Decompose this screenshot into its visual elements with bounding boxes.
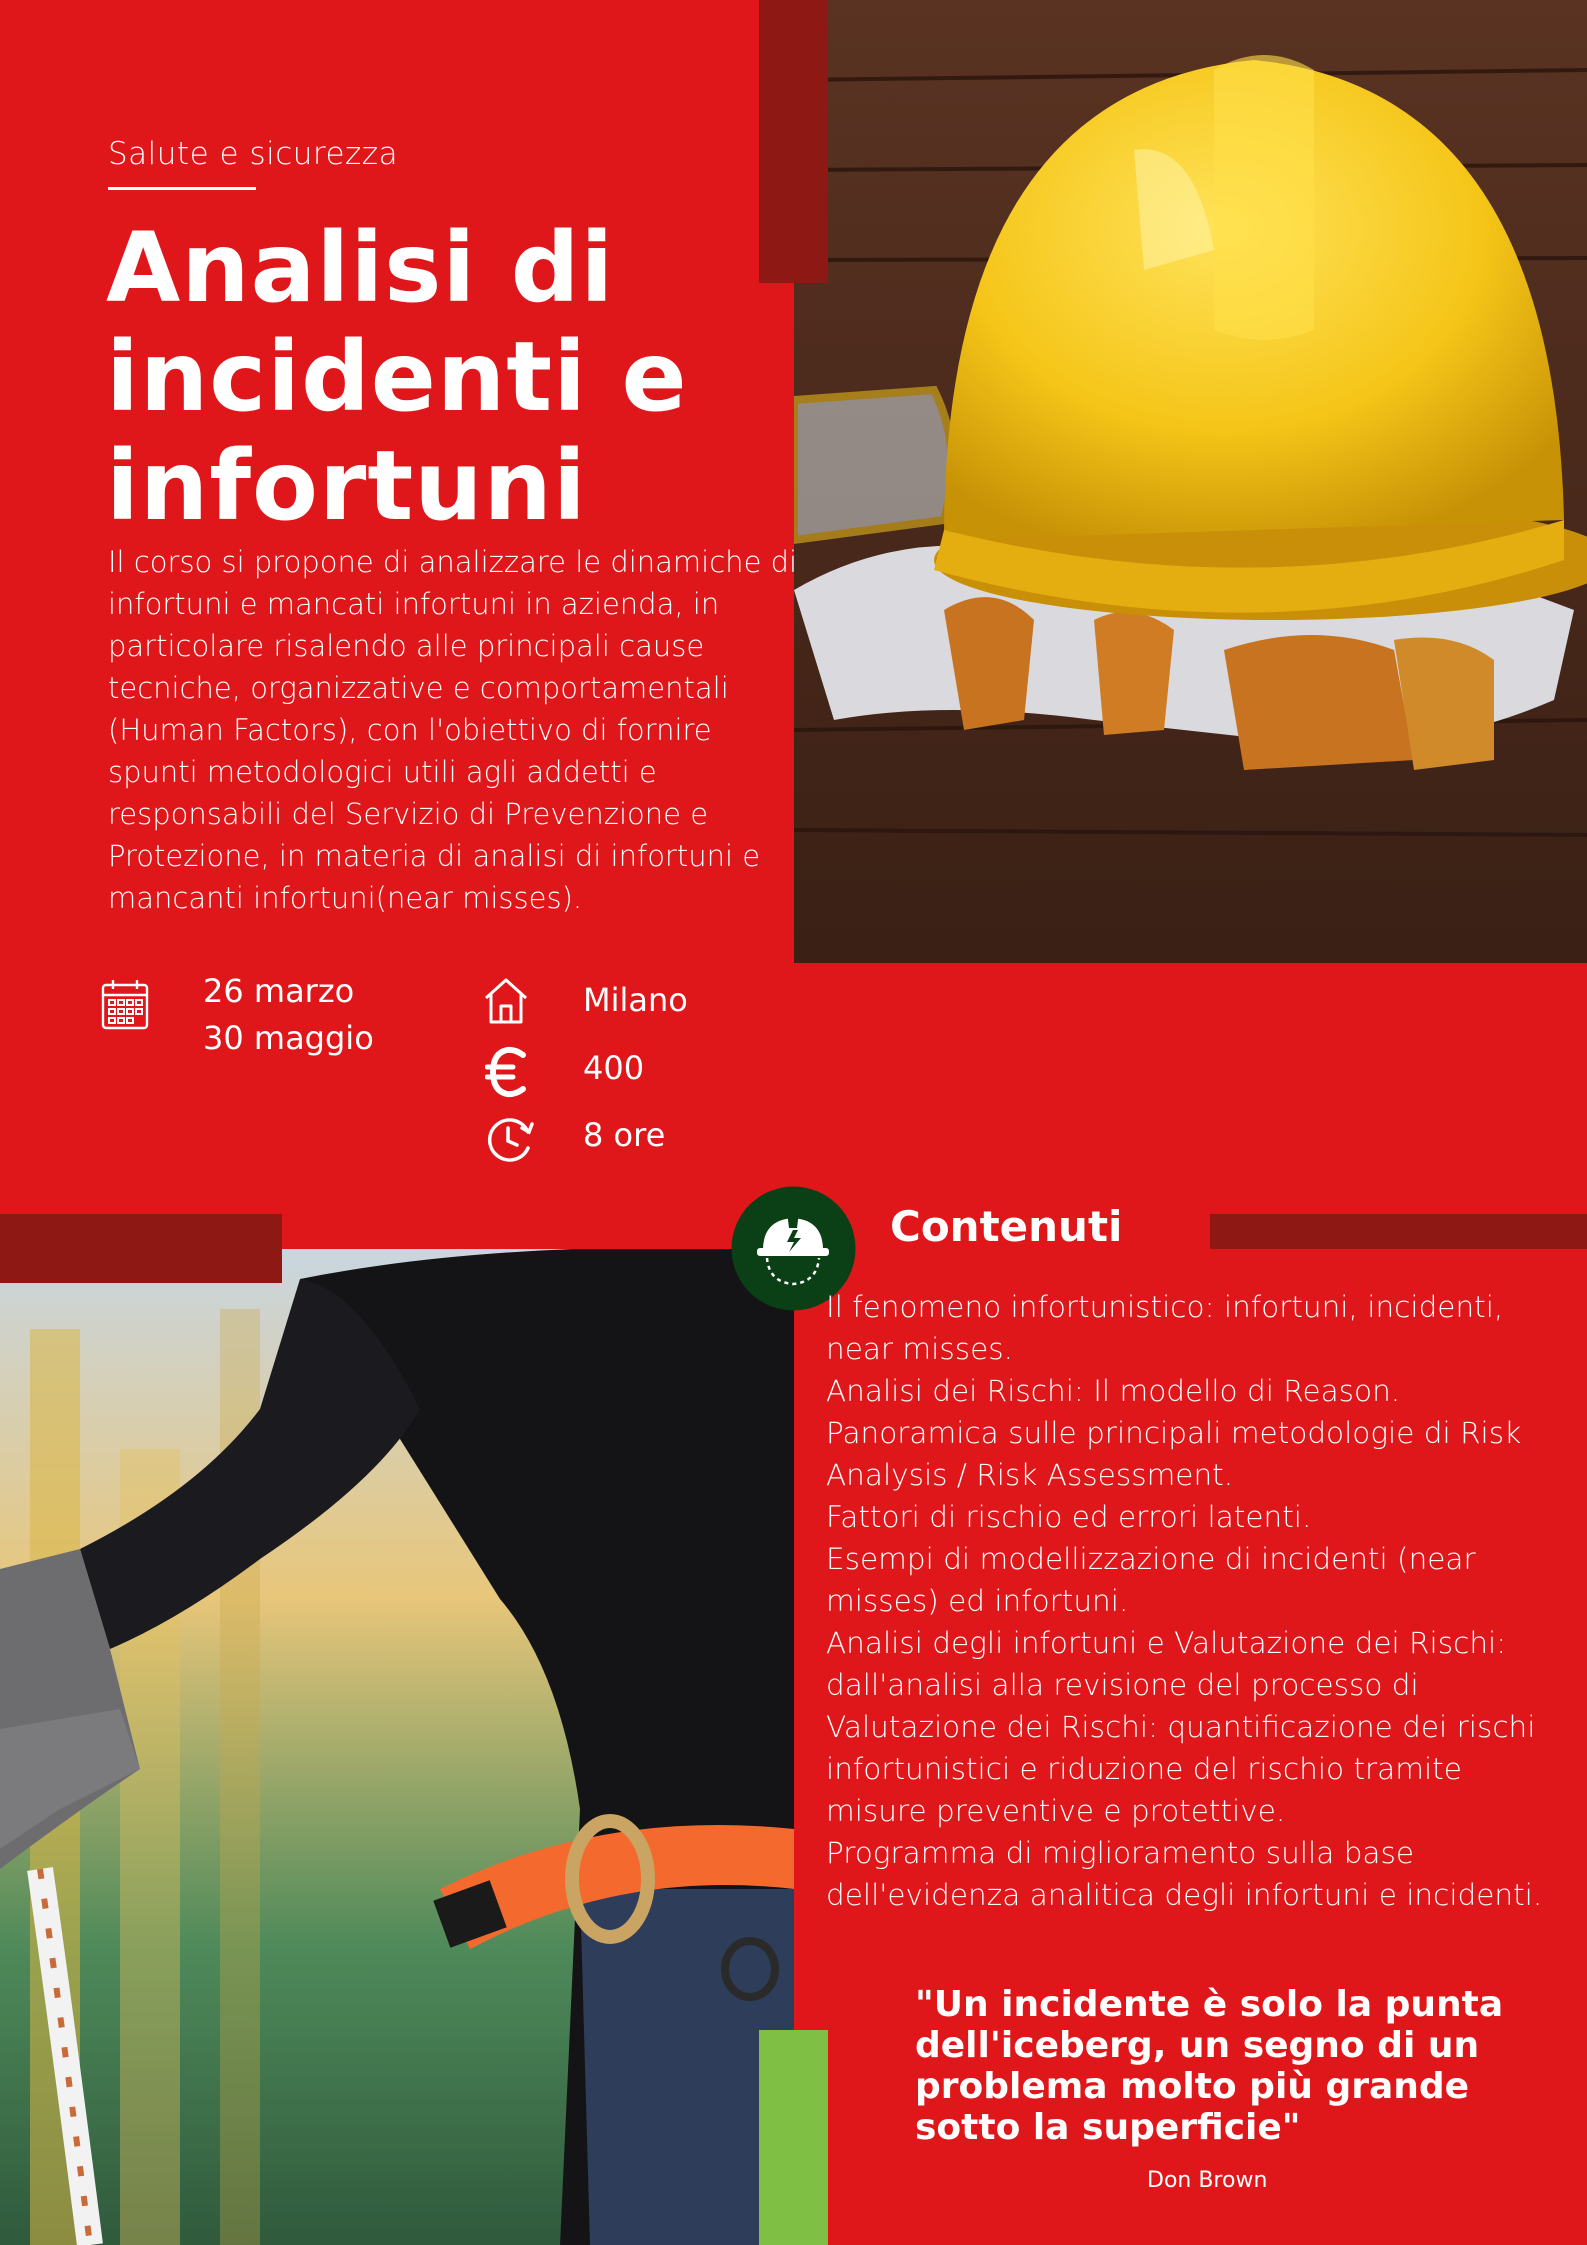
list-item: Panoramica sulle principali metodologie di Risk Analysis / Risk Assessment. bbox=[826, 1416, 1522, 1492]
location-value: Milano bbox=[583, 981, 688, 1019]
price-value: 400 bbox=[583, 1049, 645, 1087]
list-item: Analisi degli infortuni e Valutazione dei Rischi: dall'analisi alla revisione del processo di Valutazione dei Rischi: quantificazione dei rischi infortunistici e riduzione del rischio tramite misure preventive e protettive. bbox=[826, 1626, 1536, 1828]
category-label: Salute e sicurezza bbox=[108, 136, 399, 172]
calendar-icon bbox=[101, 978, 149, 1030]
contents-list bbox=[826, 1286, 1566, 1916]
worker-photo bbox=[0, 1249, 794, 2245]
category-underline bbox=[108, 187, 256, 190]
list-item: Analisi dei Rischi: Il modello di Reason. bbox=[826, 1374, 1401, 1408]
quote-text: "Un incidente è solo la punta dell'iceberg, un segno di un problema molto più grande sotto la superficie" bbox=[915, 1984, 1504, 2148]
clock-icon bbox=[484, 1114, 538, 1166]
date-second: 30 maggio bbox=[203, 1019, 374, 1057]
duration-value: 8 ore bbox=[583, 1116, 666, 1154]
list-item: Il fenomeno infortunistico: infortuni, incidenti, near misses. bbox=[826, 1290, 1504, 1366]
helmet-photo bbox=[794, 0, 1587, 963]
quote-author: Don Brown bbox=[1147, 2168, 1268, 2193]
course-description: Il corso si propone di analizzare le dinamiche di infortuni e mancati infortuni in azienda, in particolare risalendo alle principali cause tecniche, organizzative e comportamentali (Human Factors), con l'obiettivo di fornire spunti metodologici utili agli addetti e responsabili del Servizio di Prevenzione e Protezione, in materia di analisi di infortuni e mancanti infortuni(near misses). bbox=[108, 545, 798, 915]
date-first: 26 marzo bbox=[203, 972, 355, 1010]
list-item: Programma di miglioramento sulla base dell'evidenza analitica degli infortuni e incidenti. bbox=[826, 1836, 1543, 1912]
contents-title: Contenuti bbox=[890, 1202, 1123, 1251]
left-accent-bar bbox=[0, 1214, 282, 1283]
home-icon bbox=[483, 976, 529, 1026]
page-title: Analisi di incidenti e infortuni bbox=[106, 212, 688, 542]
euro-icon bbox=[485, 1045, 529, 1099]
bottom-accent-bar bbox=[759, 2030, 828, 2245]
list-item: Fattori di rischio ed errori latenti. bbox=[826, 1500, 1312, 1534]
list-item: Esempi di modellizzazione di incidenti (near misses) ed infortuni. bbox=[826, 1542, 1476, 1618]
